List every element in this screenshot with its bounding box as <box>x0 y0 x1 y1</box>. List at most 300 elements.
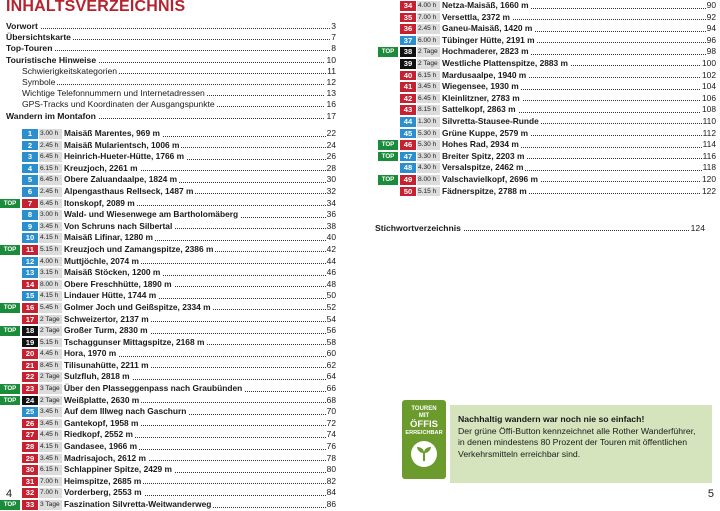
tour-name: Auf dem Illweg nach Gaschurn <box>64 406 187 417</box>
tour-duration: 3.45 h <box>417 82 440 92</box>
tour-list-left <box>3 128 336 511</box>
tour-row[interactable] <box>22 453 336 465</box>
tour-row[interactable] <box>400 81 716 93</box>
tour-row[interactable] <box>400 186 716 198</box>
toc-label: Top-Touren <box>6 43 53 54</box>
tour-page: 74 <box>326 429 336 440</box>
top-tour-badge: TOP <box>378 175 398 185</box>
tour-duration: 2.45 h <box>39 187 62 197</box>
tour-page: 76 <box>326 441 336 452</box>
tour-page: 42 <box>326 243 336 254</box>
toc-label: Touristische Hinweise <box>6 54 97 65</box>
toc-row[interactable] <box>6 99 336 110</box>
toc-row[interactable] <box>6 32 336 43</box>
toc-page: 7 <box>331 32 336 43</box>
tour-page: 50 <box>326 290 336 301</box>
tour-name: Grüne Kuppe, 2579 m <box>442 127 529 138</box>
tour-duration: 4.45 h <box>39 430 62 440</box>
tour-number: 32 <box>22 488 38 498</box>
tour-number: 35 <box>400 13 416 23</box>
tour-number: 17 <box>22 315 38 325</box>
tour-duration: 2.45 h <box>417 24 440 34</box>
tour-number: 41 <box>400 82 416 92</box>
tour-page: 90 <box>706 0 716 10</box>
tour-duration: 2 Tage <box>417 59 440 69</box>
tour-name: Madrisajoch, 2612 m <box>64 452 146 463</box>
tour-name: Über den Plasseggenpass nach Graubünden <box>64 383 243 394</box>
toc-label: Stichwortverzeichnis <box>375 223 461 233</box>
tour-number: 48 <box>400 163 416 173</box>
tour-row[interactable] <box>22 337 336 349</box>
tour-duration: 5.15 h <box>39 245 62 255</box>
tour-number: 36 <box>400 24 416 34</box>
tour-number: 42 <box>400 94 416 104</box>
tour-duration: 3 Tage <box>39 500 62 510</box>
tour-name: Golmer Joch und Geißspitze, 2334 m <box>64 301 211 312</box>
toc-label: GPS-Tracks und Koordinaten der Ausgangspunkte <box>22 99 215 110</box>
toc-row[interactable] <box>6 77 336 88</box>
tour-name: Gantekopf, 1958 m <box>64 417 139 428</box>
tour-page: 110 <box>702 115 716 126</box>
tour-row[interactable] <box>22 418 336 430</box>
tour-row[interactable] <box>22 360 336 372</box>
tour-duration: 7.00 h <box>39 488 62 498</box>
toc-label: Schwierigkeitskategorien <box>22 65 118 76</box>
tour-number: 5 <box>22 175 38 185</box>
tour-page: 24 <box>326 139 336 150</box>
tour-number: 14 <box>22 280 38 290</box>
tour-duration: 6.15 h <box>39 164 62 174</box>
toc-row[interactable] <box>6 55 336 66</box>
tour-number: 16 <box>22 303 38 313</box>
tour-list-right <box>381 0 716 197</box>
tour-number: 33 <box>22 500 38 510</box>
tour-number: 26 <box>22 419 38 429</box>
top-tour-badge: TOP <box>0 245 20 255</box>
tour-number: 20 <box>22 349 38 359</box>
tour-row[interactable] <box>3 499 336 511</box>
tour-page: 34 <box>326 197 336 208</box>
tour-row[interactable] <box>400 35 716 47</box>
badge-line2: MIT <box>418 413 430 419</box>
tour-number: 40 <box>400 71 416 81</box>
leader-dots <box>6 50 336 51</box>
tour-duration: 3.00 h <box>39 210 62 220</box>
oeffi-badge <box>402 400 446 479</box>
tour-duration: 8.45 h <box>39 361 62 371</box>
tour-name: Hohes Rad, 2934 m <box>442 139 519 150</box>
toc-label: Wandern im Montafon <box>6 110 96 121</box>
tour-name: Schweizertor, 2137 m <box>64 313 149 324</box>
toc-page: 13 <box>326 88 336 99</box>
tour-row[interactable] <box>400 23 716 35</box>
tour-row[interactable] <box>381 46 716 58</box>
tour-page: 80 <box>326 464 336 475</box>
tour-name: Wiegensee, 1930 m <box>442 81 519 92</box>
tour-page: 82 <box>326 475 336 486</box>
tour-page: 54 <box>326 313 336 324</box>
info-body: Der grüne Öffi-Button kennzeichnet alle Rother Wanderführer, in denen mindestens 80 Prozent der Touren mit öffentlichen Verkehrsmitteln erreichbar sind. <box>458 425 696 460</box>
tour-duration: 7.00 h <box>39 477 62 487</box>
tour-name: Sulzfluh, 2818 m <box>64 371 130 382</box>
top-tour-badge: TOP <box>0 303 20 313</box>
tour-duration: 5.15 h <box>39 338 62 348</box>
tour-row[interactable] <box>22 128 336 140</box>
tour-page: 52 <box>326 301 336 312</box>
tour-row[interactable] <box>22 314 336 326</box>
toc-page: 3 <box>331 21 336 31</box>
tour-number: 34 <box>400 1 416 11</box>
tour-page: 28 <box>326 162 336 173</box>
toc-label: Symbole <box>22 76 56 87</box>
tour-name: Silvretta-Stausee-Runde <box>442 115 539 126</box>
tour-duration: 4.00 h <box>417 1 440 11</box>
tour-duration: 4.45 h <box>39 349 62 359</box>
tour-number: 39 <box>400 59 416 69</box>
tour-number: 9 <box>22 222 38 232</box>
tour-row[interactable] <box>3 301 336 314</box>
tour-page: 26 <box>326 151 336 162</box>
tour-row[interactable] <box>3 243 336 256</box>
tour-page: 118 <box>702 162 716 173</box>
tour-name: Itonskopf, 2089 m <box>64 197 135 208</box>
tour-number: 11 <box>22 245 38 255</box>
tour-duration: 4.15 h <box>39 291 62 301</box>
tour-row[interactable] <box>22 290 336 302</box>
toc-row[interactable] <box>6 43 336 54</box>
tour-page: 68 <box>326 394 336 405</box>
badge-line4: ERREICHBAR <box>405 430 443 436</box>
tour-page: 62 <box>326 359 336 370</box>
tour-duration: 2.45 h <box>39 141 62 151</box>
tour-number: 45 <box>400 129 416 139</box>
tour-name: Tilisunahütte, 2211 m <box>64 359 149 370</box>
tour-row[interactable] <box>22 163 336 175</box>
tour-name: Großer Turm, 2830 m <box>64 325 148 336</box>
tour-page: 56 <box>326 325 336 336</box>
tour-name: Obere Freschhütte, 1890 m <box>64 278 172 289</box>
tour-duration: 2 Tage <box>39 315 62 325</box>
top-tour-badge: TOP <box>378 140 398 150</box>
top-tour-badge: TOP <box>0 199 20 209</box>
leaf-icon <box>411 441 437 467</box>
tour-duration: 4.15 h <box>39 233 62 243</box>
tour-name: Versettla, 2372 m <box>442 11 510 22</box>
tour-duration: 4.00 h <box>39 257 62 267</box>
tour-number: 22 <box>22 372 38 382</box>
tour-row[interactable] <box>3 394 336 407</box>
tour-number: 19 <box>22 338 38 348</box>
tour-name: Kleinlitzner, 2783 m <box>442 92 520 103</box>
tour-duration: 5.30 h <box>417 140 440 150</box>
tour-row[interactable] <box>22 221 336 233</box>
tour-duration: 4.30 h <box>417 163 440 173</box>
toc-page: 10 <box>326 54 336 65</box>
tour-name: Vorderberg, 2553 m <box>64 487 142 498</box>
tour-name: Maisäß Stöcken, 1200 m <box>64 267 161 278</box>
tour-page: 22 <box>326 128 336 138</box>
tour-duration: 3 Tage <box>39 384 62 394</box>
tour-number: 1 <box>22 129 38 139</box>
tour-row[interactable] <box>22 487 336 499</box>
tour-row[interactable] <box>381 173 716 186</box>
tour-number: 37 <box>400 36 416 46</box>
tour-duration: 3.30 h <box>417 152 440 162</box>
tour-row[interactable] <box>400 93 716 105</box>
tour-number: 27 <box>22 430 38 440</box>
tour-duration: 5.45 h <box>39 303 62 313</box>
toc-row[interactable] <box>6 111 336 122</box>
tour-number: 23 <box>22 384 38 394</box>
tour-name: Breiter Spitz, 2203 m <box>442 150 525 161</box>
tour-number: 2 <box>22 141 38 151</box>
tour-name: Muttjöchle, 2074 m <box>64 255 139 266</box>
tour-number: 8 <box>22 210 38 220</box>
tour-number: 6 <box>22 187 38 197</box>
tour-page: 58 <box>326 336 336 347</box>
tour-duration: 3.45 h <box>39 419 62 429</box>
tour-row[interactable] <box>22 232 336 244</box>
tour-row[interactable] <box>22 279 336 291</box>
toc-label: Vorwort <box>6 21 38 31</box>
tour-duration: 2 Tage <box>39 372 62 382</box>
tour-duration: 3.15 h <box>39 268 62 278</box>
info-box <box>450 405 712 483</box>
toc-page: 124 <box>690 223 705 233</box>
tour-number: 15 <box>22 291 38 301</box>
tour-row[interactable] <box>400 70 716 82</box>
tour-row[interactable] <box>22 464 336 476</box>
tour-duration: 6.15 h <box>417 71 440 81</box>
tour-duration: 8.15 h <box>417 105 440 115</box>
tour-name: Hora, 1970 m <box>64 348 117 359</box>
tour-row[interactable] <box>381 139 716 151</box>
tour-row[interactable] <box>22 140 336 152</box>
info-heading: Nachhaltig wandern war noch nie so einfach! <box>458 414 645 424</box>
tour-number: 50 <box>400 187 416 197</box>
tour-number: 7 <box>22 199 38 209</box>
tour-page: 108 <box>702 104 716 115</box>
tour-duration: 8.00 h <box>39 280 62 290</box>
left-page <box>0 0 360 509</box>
stichwort-entry <box>375 223 705 234</box>
toc-page: 11 <box>327 65 336 76</box>
tour-name: Valschavielkopf, 2696 m <box>442 173 538 184</box>
tour-row[interactable] <box>22 209 336 221</box>
tour-page: 64 <box>326 371 336 382</box>
tour-page: 72 <box>326 417 336 428</box>
tour-row[interactable] <box>22 267 336 279</box>
tour-duration: 6.45 h <box>417 94 440 104</box>
tour-duration: 8.00 h <box>417 175 440 185</box>
tour-page: 122 <box>702 185 716 196</box>
toc-row[interactable] <box>375 223 705 234</box>
toc-page: 12 <box>326 76 336 87</box>
tour-number: 13 <box>22 268 38 278</box>
tour-duration: 3.00 h <box>39 129 62 139</box>
tour-row[interactable] <box>22 256 336 268</box>
tour-name: Alpengasthaus Rellseck, 1487 m <box>64 185 194 196</box>
tour-row[interactable] <box>400 0 716 12</box>
tour-page: 60 <box>326 348 336 359</box>
tour-row[interactable] <box>400 12 716 24</box>
tour-name: Hochmaderer, 2823 m <box>442 46 529 57</box>
tour-page: 84 <box>326 487 336 498</box>
toc-label: Wichtige Telefonnummern und Internetadressen <box>22 88 205 99</box>
tour-row[interactable] <box>22 406 336 418</box>
tour-row[interactable] <box>400 58 716 70</box>
tour-page: 46 <box>326 267 336 278</box>
tour-name: Tschaggunser Mittagspitze, 2168 m <box>64 336 205 347</box>
tour-name: Ganeu-Maisäß, 1420 m <box>442 23 533 34</box>
tour-page: 106 <box>702 92 716 103</box>
tour-name: Weißplatte, 2630 m <box>64 394 140 405</box>
tour-duration: 6.45 h <box>39 175 62 185</box>
tour-page: 112 <box>702 127 716 138</box>
tour-page: 100 <box>702 57 716 68</box>
top-tour-badge: TOP <box>378 47 398 57</box>
tour-number: 25 <box>22 407 38 417</box>
tour-page: 116 <box>702 150 716 161</box>
tour-page: 36 <box>326 209 336 220</box>
tour-page: 104 <box>702 81 716 92</box>
tour-number: 44 <box>400 117 416 127</box>
tour-row[interactable] <box>22 476 336 488</box>
toc-row[interactable] <box>6 66 336 77</box>
tour-row[interactable] <box>22 151 336 163</box>
tour-row[interactable] <box>3 197 336 210</box>
tour-row[interactable] <box>22 441 336 453</box>
tour-row[interactable] <box>400 128 716 140</box>
tour-name: Riedkopf, 2552 m <box>64 429 133 440</box>
tour-page: 98 <box>706 46 716 57</box>
tour-row[interactable] <box>22 174 336 186</box>
badge-line1: TOUREN <box>411 406 437 412</box>
tour-duration: 2 Tage <box>39 326 62 336</box>
tour-name: Von Schruns nach Silbertal <box>64 220 173 231</box>
tour-number: 21 <box>22 361 38 371</box>
toc-page: 8 <box>331 43 336 54</box>
tour-number: 4 <box>22 164 38 174</box>
top-tour-badge: TOP <box>0 326 20 336</box>
top-tour-badge: TOP <box>0 500 20 510</box>
tour-name: Kreuzjoch und Zamangspitze, 2386 m <box>64 243 214 254</box>
tour-row[interactable] <box>381 150 716 163</box>
tour-number: 10 <box>22 233 38 243</box>
tour-row[interactable] <box>3 325 336 337</box>
tour-name: Maisäß Mularientsch, 1006 m <box>64 139 180 150</box>
tour-name: Kreuzjoch, 2261 m <box>64 162 138 173</box>
tour-page: 96 <box>706 34 716 45</box>
toc-row[interactable] <box>6 21 336 32</box>
tour-page: 114 <box>702 139 716 150</box>
tour-page: 94 <box>706 23 716 34</box>
tour-row[interactable] <box>400 104 716 116</box>
tour-number: 31 <box>22 477 38 487</box>
tour-number: 3 <box>22 152 38 162</box>
tour-name: Westliche Plattenspitze, 2883 m <box>442 57 568 68</box>
tour-row[interactable] <box>22 348 336 360</box>
tour-duration: 2 Tage <box>39 396 62 406</box>
toc-page: 17 <box>326 110 336 121</box>
tour-number: 24 <box>22 396 38 406</box>
top-tour-badge: TOP <box>0 396 20 406</box>
tour-duration: 5.30 h <box>417 129 440 139</box>
tour-duration: 3.45 h <box>39 407 62 417</box>
tour-page: 92 <box>706 11 716 22</box>
toc-row[interactable] <box>6 88 336 99</box>
tour-number: 12 <box>22 257 38 267</box>
tour-page: 40 <box>326 232 336 243</box>
tour-duration: 6.15 h <box>39 465 62 475</box>
tour-name: Versalspitze, 2462 m <box>442 162 524 173</box>
top-tour-badge: TOP <box>0 384 20 394</box>
tour-duration: 6.45 h <box>39 199 62 209</box>
tour-number: 38 <box>400 47 416 57</box>
tour-name: Sattelkopf, 2863 m <box>442 104 516 115</box>
tour-duration: 4.15 h <box>39 442 62 452</box>
tour-name: Gandasee, 1966 m <box>64 441 138 452</box>
tour-duration: 5.15 h <box>417 187 440 197</box>
tour-duration: 1.30 h <box>417 117 440 127</box>
tour-page: 120 <box>702 173 716 184</box>
tour-row[interactable] <box>22 429 336 441</box>
tour-name: Fädnerspitze, 2788 m <box>442 185 527 196</box>
tour-page: 102 <box>702 69 716 80</box>
tour-name: Mardusaalpe, 1940 m <box>442 69 527 80</box>
tour-name: Heimspitze, 2685 m <box>64 475 142 486</box>
tour-name: Schlappiner Spitze, 2429 m <box>64 464 172 475</box>
tour-row[interactable] <box>400 116 716 128</box>
tour-row[interactable] <box>400 162 716 174</box>
tour-name: Lindauer Hütte, 1744 m <box>64 290 157 301</box>
tour-name: Maisäß Lifinar, 1280 m <box>64 232 153 243</box>
tour-number: 29 <box>22 454 38 464</box>
badge-line3: ÖFFIS <box>410 419 438 430</box>
tour-duration: 6.00 h <box>417 36 440 46</box>
tour-row[interactable] <box>3 383 336 395</box>
page-number-right: 5 <box>707 488 714 500</box>
tour-name: Heinrich-Hueter-Hütte, 1766 m <box>64 151 185 162</box>
page-number-left: 4 <box>6 488 13 500</box>
toc-page: 16 <box>326 99 336 110</box>
tour-page: 78 <box>326 452 336 463</box>
leader-dots <box>22 84 336 85</box>
tour-page: 38 <box>326 220 336 231</box>
tour-name: Netza-Maisäß, 1660 m <box>442 0 529 10</box>
tour-row[interactable] <box>22 186 336 198</box>
tour-duration: 6.45 h <box>39 152 62 162</box>
tour-number: 47 <box>400 152 416 162</box>
tour-page: 66 <box>326 383 336 394</box>
tour-name: Faszination Silvretta-Weitwanderweg <box>64 499 212 509</box>
tour-name: Obere Zaluandaalpe, 1824 m <box>64 174 178 185</box>
tour-number: 18 <box>22 326 38 336</box>
tour-number: 28 <box>22 442 38 452</box>
tour-duration: 7.00 h <box>417 13 440 23</box>
tour-name: Tübinger Hütte, 2191 m <box>442 34 535 45</box>
toc-label: Übersichtskarte <box>6 32 71 43</box>
tour-page: 44 <box>326 255 336 266</box>
tour-duration: 3.45 h <box>39 222 62 232</box>
tour-row[interactable] <box>22 371 336 383</box>
tour-number: 30 <box>22 465 38 475</box>
toc-general <box>6 21 336 122</box>
leader-dots <box>6 28 336 29</box>
tour-page: 86 <box>326 499 336 509</box>
top-tour-badge: TOP <box>378 152 398 162</box>
tour-number: 46 <box>400 140 416 150</box>
